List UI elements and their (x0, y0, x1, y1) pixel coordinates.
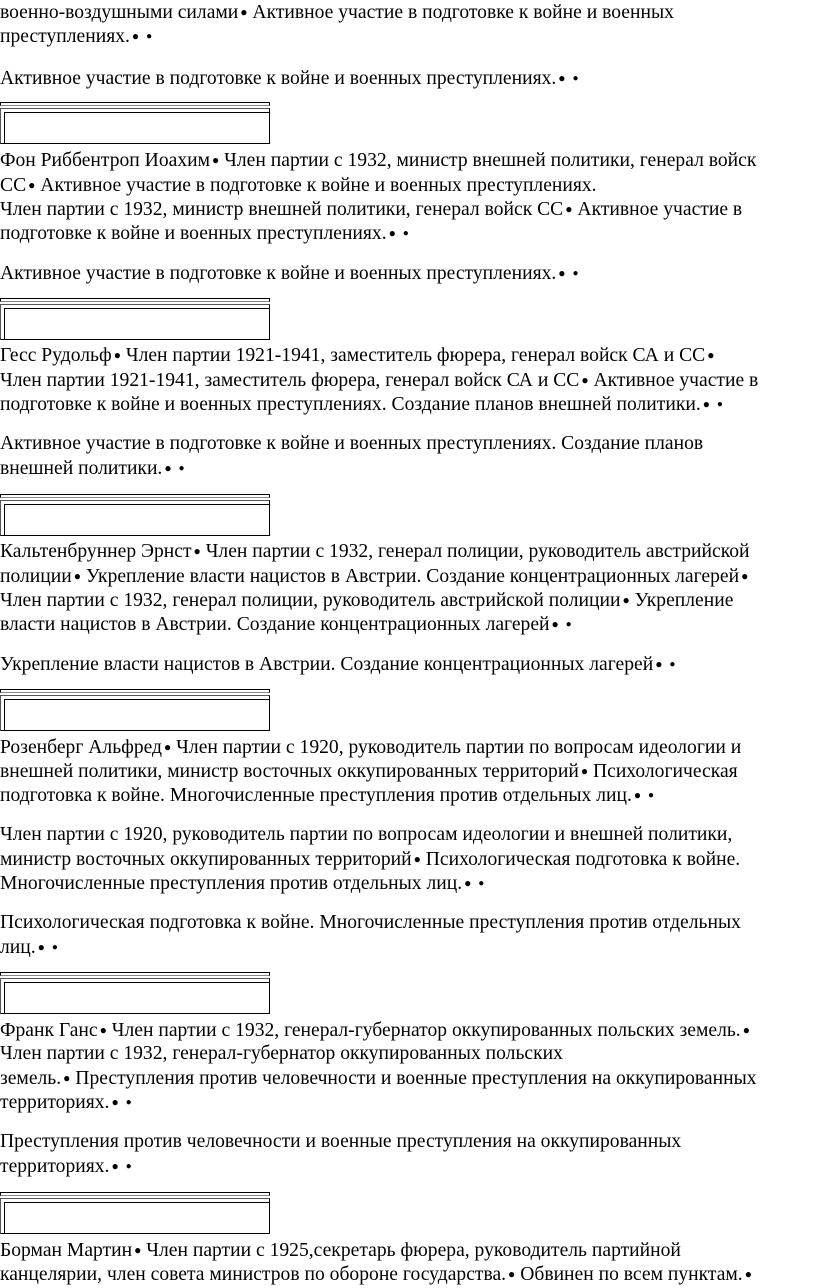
bullet-icon: ● (633, 788, 642, 802)
bullet-icon: ● (113, 348, 121, 362)
bullet-icon: ● (212, 153, 220, 167)
text-line: Член партии с 1932, генерал-губернатор оккупированных польских (0, 1043, 563, 1064)
text-line: Член партии с 1932, генерал полиции, руководитель австрийской полиции ● Укрепление (0, 590, 734, 611)
bullet-icon: ● (240, 5, 248, 19)
bullet-icon: ● (741, 569, 749, 583)
text-line: территориях. ● ● (0, 1156, 132, 1177)
text-line: подготовке к войне и военных преступлениях. Создание планов внешней политики. ● ● (0, 394, 723, 415)
bullet-icon: ● (622, 593, 630, 607)
text-line: Активное участие в подготовке к войне и военных преступлениях. Создание планов (0, 433, 704, 454)
text-line: министр восточных оккупированных территорий ● Психологическая подготовка к войне. (0, 849, 741, 870)
bullet-icon: ● (558, 71, 566, 85)
bullet-icon: ● (572, 268, 579, 279)
bullet-icon: ● (580, 764, 589, 778)
text-line: Укрепление власти нацистов в Австрии. Создание концентрационных лагерей ● ● (0, 654, 676, 675)
separator-frame (0, 1192, 270, 1236)
text-line: внешней политики. ● ● (0, 458, 185, 479)
separator-frame (0, 494, 270, 538)
text-line: Гесс Рудольф ● Член партии 1921-1941, заместитель фюрера, генерал войск СА и СС ● (0, 345, 715, 366)
bullet-icon: ● (565, 619, 572, 630)
bullet-icon: ● (99, 1023, 107, 1037)
bullet-icon: ● (63, 1071, 71, 1085)
bullet-icon: ● (464, 876, 472, 890)
text-line: военно-воздушными силами ● Активное участие в подготовке к войне и военных (0, 2, 674, 23)
text-line: Член партии с 1920, руководитель партии по вопросам идеологии и внешней политики, (0, 824, 733, 845)
bullet-icon: ● (73, 569, 81, 583)
bullet-icon: ● (702, 397, 710, 411)
bullet-icon: ● (51, 942, 58, 953)
bullet-icon: ● (508, 1267, 516, 1281)
text-line: преступлениях. ● ● (0, 26, 153, 47)
bullet-icon: ● (478, 878, 485, 889)
text-line: Борман Мартин ● Член партии с 1925,секретарь фюрера, руководитель партийной (0, 1240, 681, 1261)
text-line: Кальтенбруннер Эрнст ● Член партии с 1932, генерал полиции, руководитель австрийской (0, 541, 750, 562)
bullet-icon: ● (413, 852, 421, 866)
bullet-icon: ● (111, 1095, 119, 1109)
bullet-icon: ● (37, 940, 45, 954)
text-line: лиц. ● ● (0, 937, 58, 958)
bullet-icon: ● (744, 1267, 752, 1281)
bullet-icon: ● (581, 373, 589, 387)
bullet-icon: ● (28, 178, 36, 192)
bullet-icon: ● (134, 1243, 142, 1257)
bullet-icon: ● (742, 1023, 750, 1037)
text-line: Многочисленные преступления против отдельных лиц. ● ● (0, 873, 485, 894)
separator-frame (0, 689, 270, 733)
text-line: территориях. ● ● (0, 1092, 132, 1113)
text-line: Фон Риббентроп Иоахим ● Член партии с 1932, министр внешней политики, генерал войск (0, 150, 757, 171)
bullet-icon: ● (111, 1159, 119, 1173)
separator-frame (0, 972, 270, 1016)
text-line: канцелярии, член совета министров по обороне государства. ● Обвинен по всем пунктам. ● (0, 1264, 752, 1285)
bullet-icon: ● (402, 228, 409, 239)
bullet-icon: ● (648, 790, 655, 801)
bullet-icon: ● (669, 659, 676, 670)
text-line: Активное участие в подготовке к войне и военных преступлениях. ● ● (0, 263, 579, 284)
text-line: Франк Ганс ● Член партии с 1932, генерал-губернатор оккупированных польских земель. ● (0, 1020, 750, 1041)
text-line: Активное участие в подготовке к войне и военных преступлениях. ● ● (0, 68, 579, 89)
bullet-icon: ● (131, 29, 140, 43)
text-line: власти нацистов в Австрии. Создание концентрационных лагерей ● ● (0, 614, 572, 635)
bullet-icon: ● (164, 461, 172, 475)
separator-frame (0, 298, 270, 342)
bullet-icon: ● (707, 348, 715, 362)
bullet-icon: ● (193, 544, 201, 558)
bullet-icon: ● (572, 73, 579, 84)
bullet-icon: ● (655, 657, 663, 671)
text-line: СС ● Активное участие в подготовке к войне и военных преступлениях. (0, 175, 597, 196)
text-line: подготовке к войне и военных преступлениях. ● ● (0, 223, 409, 244)
bullet-icon: ● (388, 226, 396, 240)
text-line: Член партии 1921-1941, заместитель фюрера, генерал войск СА и СС ● Активное участие в (0, 370, 759, 391)
bullet-icon: ● (164, 740, 172, 754)
bullet-icon: ● (125, 1161, 132, 1172)
bullet-icon: ● (716, 399, 723, 410)
bullet-icon: ● (565, 202, 573, 216)
text-line: полиции ● Укрепление власти нацистов в Австрии. Создание концентрационных лагерей ● (0, 566, 749, 587)
text-line: земель. ● Преступления против человечности и военные преступления на оккупированных (0, 1068, 757, 1089)
bullet-icon: ● (125, 1097, 132, 1108)
bullet-icon: ● (146, 31, 153, 42)
text-line: Член партии с 1932, министр внешней политики, генерал войск СС ● Активное участие в (0, 199, 743, 220)
bullet-icon: ● (551, 617, 559, 631)
separator-frame (0, 102, 270, 146)
text-line: Преступления против человечности и военные преступления на оккупированных (0, 1131, 682, 1152)
text-line: внешней политики, министр восточных оккупированных территорий ● Психологическая (0, 761, 738, 782)
text-line: подготовка к войне. Многочисленные преступления против отдельных лиц. ● ● (0, 785, 655, 806)
bullet-icon: ● (558, 266, 566, 280)
bullet-icon: ● (178, 463, 185, 474)
text-line: Психологическая подготовка к войне. Многочисленные преступления против отдельных (0, 912, 741, 933)
text-line: Розенберг Альфред ● Член партии с 1920, руководитель партии по вопросам идеологии и (0, 737, 742, 758)
